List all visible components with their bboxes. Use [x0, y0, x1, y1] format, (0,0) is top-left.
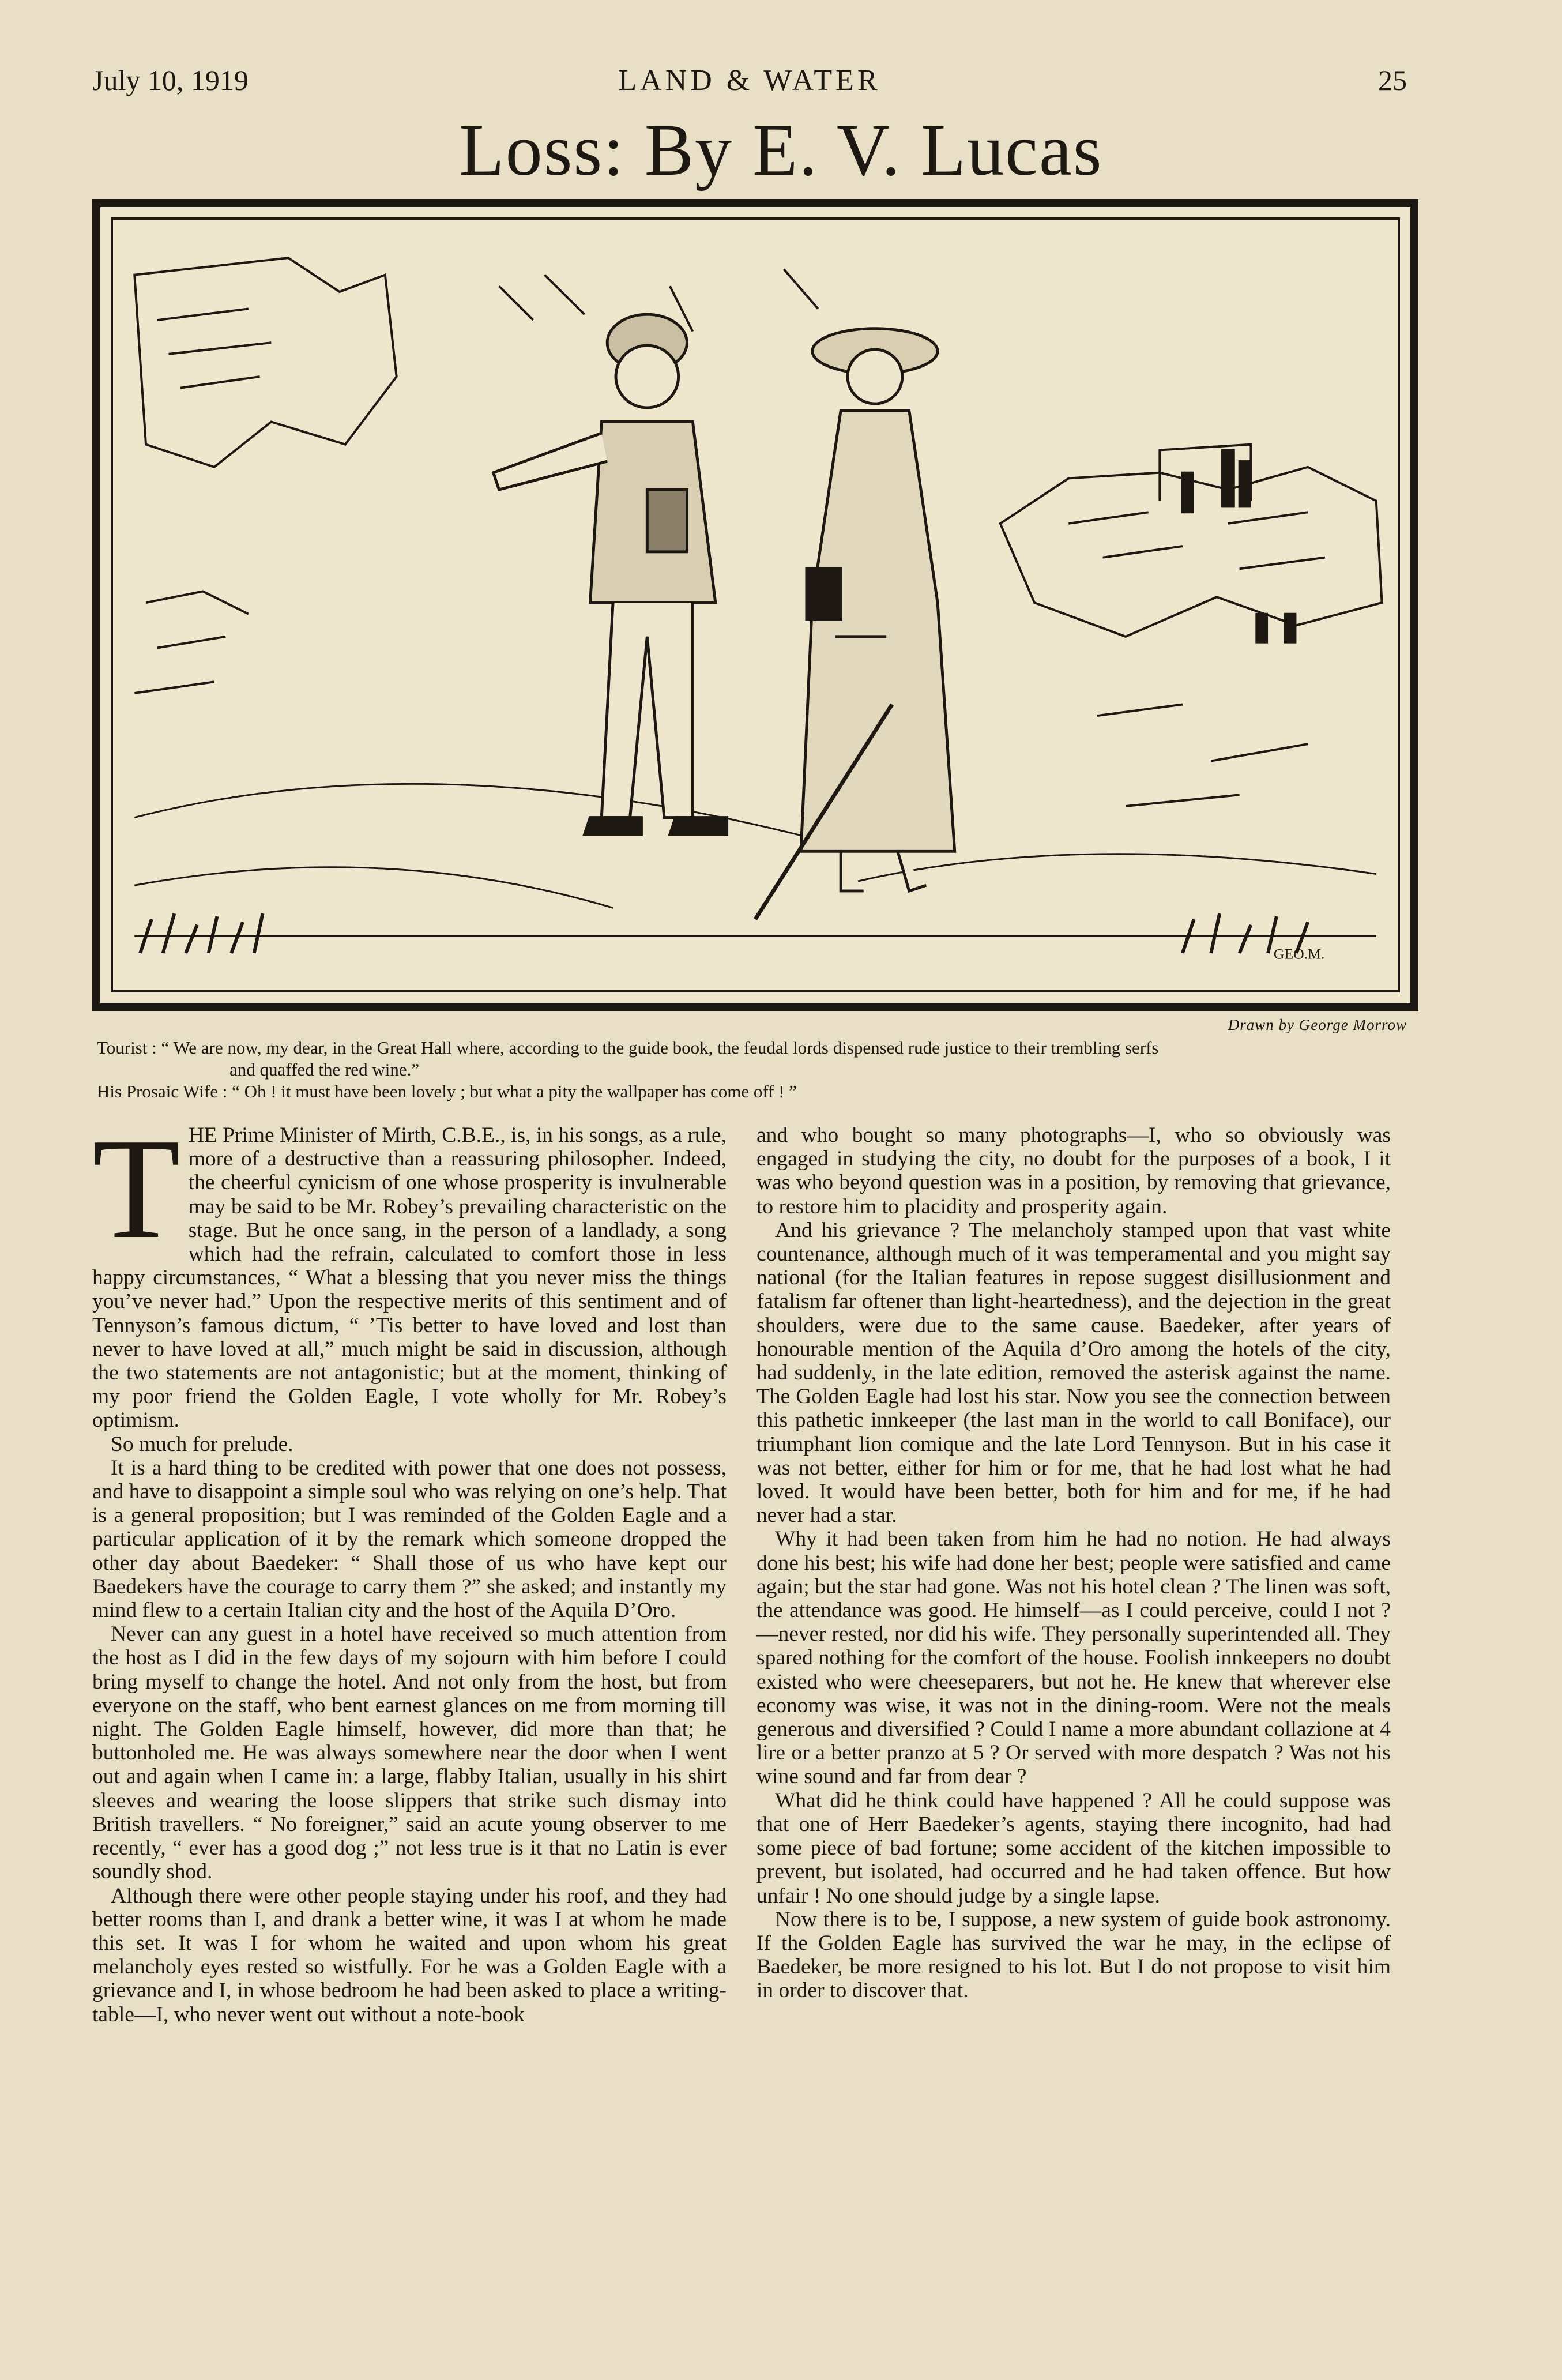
- article-title: Loss: By E. V. Lucas: [459, 109, 1103, 191]
- paragraph: Never can any guest in a hotel have received so much attention from the host as I did in the few days of my sojourn with him before I could bring myself to change the hotel. And not only from the host, but from everyone on the staff, who bent earnest glances on me from morning till night. The Golden Eagle himself, however, did more than that; he buttonholed me. He was always somewhere near the door when I went out and again when I came in: a large, flabby Italian, usually in his shirt sleeves and wearing the loose slippers that strike such dismay into British travellers. “ No foreigner,” said an acute young observer to me recently, “ ever has a good dog ;” not less true is it that no Latin is ever soundly shod.: [92, 1622, 727, 1884]
- paragraph: and who bought so many photographs—I, who so obviously was engaged in studying the city, no doubt for the purposes of a book, I it was who beyond question was in a position, by removing that grievance, to restore him to placidity and prosperity again.: [756, 1123, 1391, 1219]
- paragraph: Why it had been taken from him he had no notion. He had always done his best; his wife had done her best; people were satisfied and came again; but the star had gone. Was not his hotel clean ? The linen was soft, the attendance was good. He himself—as I could perceive, could I not ?—never rested, nor did his wife. They personally superintended all. They spared nothing for the comfort of the house. Foolish innkeepers no doubt existed who were cheeseparers, but not he. He knew that wherever else economy was wise, it was not in the dining-room. Were not the meals generous and diversified ? Could I name a more abundant collazione at 4 lire or a better pranzo at 5 ? Or served with more despatch ? Was not his wine sound and far from dear ?: [756, 1527, 1391, 1789]
- paragraph: Although there were other people staying under his roof, and they had better rooms than I, and drank a better wine, it was I at whom he made this set. It was I for whom he waited and upon whom his great melancholy eyes rested so wistfully. For he was a Golden Eagle with a grievance and I, in whose bedroom he had been asked to place a writing-table—I, who never went out without a note-book: [92, 1883, 727, 2026]
- paragraph: So much for prelude.: [111, 1432, 293, 1456]
- magazine-title: LAND & WATER: [618, 64, 881, 97]
- article-body: [92, 1109, 1410, 2219]
- page-number: 25: [1378, 64, 1407, 96]
- illustration-credit: Drawn by George Morrow: [1228, 1016, 1407, 1033]
- page-header: [92, 63, 1407, 110]
- issue-date: July 10, 1919: [92, 64, 249, 96]
- caption-tourist-continued: and quaffed the red wine.”: [229, 1059, 420, 1080]
- left-column: [92, 1109, 727, 2026]
- svg-text:GEO.M.: GEO.M.: [1273, 945, 1325, 962]
- caption-tourist: Tourist : “ We are now, my dear, in the Great Hall where, according to the guide book, the feudal lords dispensed rude justice to their trembling serfs: [97, 1037, 1159, 1058]
- drop-cap: T: [92, 1109, 180, 1269]
- paragraph: Now there is to be, I suppose, a new system of guide book astronomy. If the Golden Eagle has survived the war he may, in the eclipse of Baedeker, be more resigned to his lot. But I do not propose to visit him in order to discover that.: [756, 1907, 1391, 2003]
- illustration-caption: [97, 1037, 1417, 1103]
- paragraph: [92, 1109, 727, 1432]
- paragraph: It is a hard thing to be credited with power that one does not possess, and have to disappoint a simple soul who was relying on one’s help. That is a general proposition; but I was reminded of the Golden Eagle and a particular application of it by the remark which someone dropped the other day about Baedeker: “ Shall those of us who have kept our Baedekers have the courage to carry them ?” she asked; and instantly my mind flew to a certain Italian city and the host of the Aquila D’Oro.: [92, 1456, 727, 1623]
- caption-wife: His Prosaic Wife : “ Oh ! it must have been lovely ; but what a pity the wallpaper has come off ! ”: [97, 1081, 797, 1101]
- right-column: [756, 1123, 1391, 2003]
- illustration-frame: [92, 199, 1418, 1011]
- paragraph: And his grievance ? The melancholy stamped upon that vast white countenance, although much of it was temperamental and you might say national (for the Italian features in repose suggest disillusionment and fatalism far oftener than light-heartedness), and the dejection in the great shoulders, were due to the same cause. Baedeker, after years of honourable mention of the Aquila d’Oro among the hotels of the city, had suddenly, in the late edition, removed the asterisk against the name. The Golden Eagle had lost his star. Now you see the connection between this pathetic innkeeper (the last man in the world to call Boniface), our triumphant lion comique and the late Lord Tennyson. But in his case it was not better, either for him or for me, that he had lost what he had loved. It would have been better, both for him and for me, if he had never had a star.: [756, 1218, 1391, 1528]
- paragraph-text: HE Prime Minister of Mirth, C.B.E., is, in his songs, as a rule, more of a destructive than a reassuring philosopher. Indeed, the cheerful cynicism of one whose prosperity is invulnerable may be said to be Mr. Robey’s prevailing characteristic on the stage. But he once sang, in the person of a landlady, a song which had the refrain, calculated to comfort those in less happy circumstances, “ What a blessing that you never miss the things you’ve never had.” Upon the respective merits of this sentiment and of Tennyson’s famous dictum, “ ’Tis better to have loved and lost than never to have loved at all,” much might be said in discussion, although the two statements are not antagonistic; but at the moment, thinking of my poor friend the Golden Eagle, I vote wholly for Mr. Robey’s optimism.: [92, 1123, 727, 1432]
- engraving-illustration: [100, 207, 1410, 1003]
- paragraph: What did he think could have happened ? All he could suppose was that one of Herr Baedeker’s agents, staying there incognito, had had some piece of bad fortune; some accident of the kitchen impossible to prevent, but isolated, had occurred and he had taken offence. But how unfair ! No one should judge by a single lapse.: [756, 1788, 1391, 1908]
